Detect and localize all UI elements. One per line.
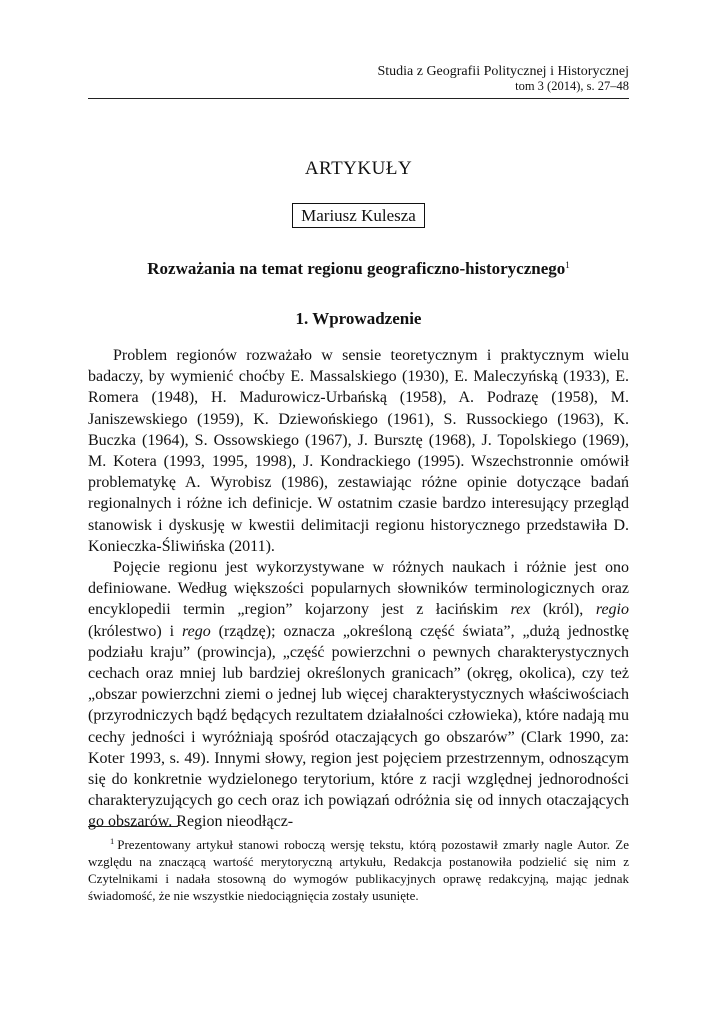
footnote-reference: 1	[565, 260, 570, 270]
article-title	[0, 259, 717, 279]
term-regio: regio	[595, 601, 629, 619]
footnote-number: 1	[110, 836, 115, 846]
footnote	[88, 833, 629, 904]
journal-title: Studia z Geografii Politycznej i Historycznej	[377, 64, 629, 79]
running-header	[88, 64, 629, 94]
p2-part-a: Pojęcie regionu jest wykorzystywane w różnych naukach i różnie jest ono definiowane. Według większości popularnych słowników terminologicznych oraz encyklopedii termin „region” kojarzony jest z łacińskim	[88, 559, 629, 619]
p2-part-b: (król),	[530, 601, 596, 619]
paragraph-2	[88, 557, 629, 833]
header-divider	[88, 98, 629, 99]
p2-part-d: (rządzę); oznacza „określoną część świata”, „dużą jednostkę podziału kraju” (prowincja), „część powierzchni o pewnych charakterystycznych cechach oraz mniej lub bardziej określonych granicach” (okręg, okolica), czy też „obszar powierzchni ziemi o jednej lub więcej charakterystycznych właściwościach (przyrodniczych bądź będących rezultatem działalności człowieka), które nadają mu cechy jedności i wyróżniają spośród otaczających go obszarów” (Clark 1990, za: Koter 1993, s. 49). Innymi słowy, region jest pojęciem przestrzennym, odnoszącym się do konkretnie wydzielonego terytorium, które z racji względnej jednorodności charakteryzujących go cech oraz ich powiązań odróżnia się od innych otaczających go obszarów. Region nieodłącz-	[88, 622, 630, 831]
p2-part-c: (królestwo) i	[88, 622, 183, 640]
footnote-text: Prezentowany artykuł stanowi roboczą wersję tekstu, którą pozostawił zmarły nagle Autor. Ze względu na znaczącą wartość merytoryczną artykułu, Redakcja postanowiła podzielić się nim z Czytelnikami i nadała stosowną do wymogów publikacyjnych oprawę redakcyjną, mając jednak świadomość, że nie wszystkie niedociągnięcia zostały usunięte.	[88, 837, 629, 903]
volume-pages: tom 3 (2014), s. 27–48	[515, 79, 629, 93]
term-rex: rex	[510, 601, 531, 619]
footnote-divider	[88, 826, 178, 827]
body-text	[88, 345, 629, 833]
section-heading: 1. Wprowadzenie	[295, 309, 422, 328]
author-block	[0, 203, 717, 228]
paragraph-1: Problem regionów rozważało w sensie teoretycznym i praktycznym wielu badaczy, by wymienić choćby E. Massalskiego (1930), E. Maleczyńską (1933), E. Romera (1948), H. Madurowicz-Urbańską (1958), A. Podrazę (1958), M. Janiszewskiego (1959), K. Dziewońskiego (1961), S. Russockiego (1963), K. Buczka (1964), S. Ossowskiego (1967), J. Bursztę (1968), J. Topolskiego (1969), M. Kotera (1993, 1995, 1998), J. Kondrackiego (1995). Wszechstronnie omówił problematykę A. Wyrobisz (1986), zestawiając różne opinie dotyczące badań regionalnych i różne ich definicje. W ostatnim czasie bardzo interesujący przegląd stanowisk i dyskusję w kwestii delimitacji regionu historycznego przedstawiła D. Konieczka-Śliwińska (2011).	[88, 347, 629, 555]
author-name: Mariusz Kulesza	[292, 203, 425, 228]
article-title-text: Rozważania na temat regionu geograficzno-historycznego	[147, 259, 566, 278]
section-title: ARTYKUŁY	[304, 158, 413, 179]
term-rego: rego	[182, 622, 211, 640]
